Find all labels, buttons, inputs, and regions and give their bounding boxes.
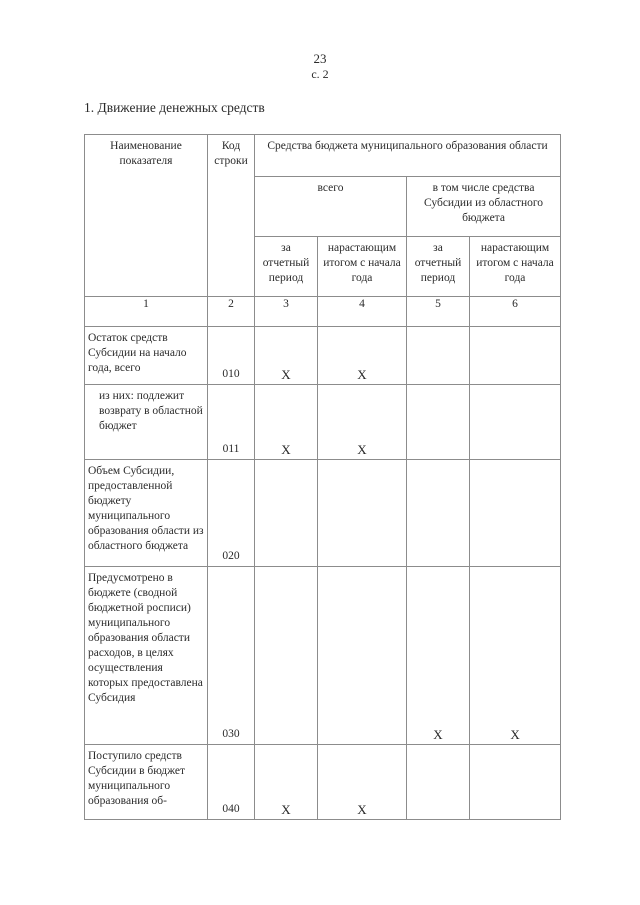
table-row (85, 327, 561, 385)
row-code: 010 (208, 327, 255, 385)
cell-subsidy-cumulative (470, 327, 561, 385)
cash-flow-table (84, 134, 561, 820)
row-code: 040 (208, 745, 255, 820)
cell-total-cumulative (318, 567, 407, 745)
cell-subsidy-cumulative (470, 385, 561, 460)
cell-subsidy-cumulative (470, 745, 561, 820)
cell-subsidy-period (407, 460, 470, 567)
cell-total-period (255, 567, 318, 745)
row-code: 020 (208, 460, 255, 567)
header-including-subsidy: в том числе средства Субсидии из областного бюджета (407, 177, 561, 237)
column-number: 2 (208, 297, 255, 327)
column-number: 4 (318, 297, 407, 327)
header-total-cumulative: нарастающим итогом с начала года (318, 237, 407, 297)
column-number: 1 (85, 297, 208, 327)
column-number: 3 (255, 297, 318, 327)
cell-total-period: Х (255, 385, 318, 460)
cell-total-cumulative: Х (318, 327, 407, 385)
row-name: Остаток средств Субсидии на начало года, всего (85, 327, 208, 385)
header-budget-funds: Средства бюджета муниципального образования области (255, 135, 561, 177)
cell-total-cumulative: Х (318, 745, 407, 820)
header-total: всего (255, 177, 407, 237)
cell-subsidy-period (407, 327, 470, 385)
table-row (85, 460, 561, 567)
table-row (85, 385, 561, 460)
cell-total-period: Х (255, 745, 318, 820)
cell-subsidy-cumulative: Х (470, 567, 561, 745)
cell-total-period (255, 460, 318, 567)
header-total-period: за отчетный период (255, 237, 318, 297)
row-name: Предусмотрено в бюджете (сводной бюджетной росписи) муниципального образования области расходов, в целях осуществления которых предоставлена Субсидия (85, 567, 208, 745)
cell-total-period: Х (255, 327, 318, 385)
row-name: Объем Субсидии, предоставленной бюджету муниципального образования области из областного бюджета (85, 460, 208, 567)
row-name: из них: подлежит возврату в областной бюджет (85, 385, 208, 460)
column-numbers-row (85, 297, 561, 327)
cell-total-cumulative (318, 460, 407, 567)
header-subsidy-cumulative: нарастающим итогом с начала года (470, 237, 561, 297)
row-name: Поступило средств Субсидии в бюджет муниципального образования об- (85, 745, 208, 820)
column-number: 6 (470, 297, 561, 327)
row-code: 011 (208, 385, 255, 460)
page-number: 23 (313, 51, 327, 66)
table-row (85, 567, 561, 745)
header-code: Код строки (208, 135, 255, 297)
cell-subsidy-period (407, 385, 470, 460)
page-continuation: с. 2 (311, 67, 329, 81)
header-name: Наименование показателя (85, 135, 208, 297)
cell-total-cumulative: Х (318, 385, 407, 460)
row-code: 030 (208, 567, 255, 745)
table-row (85, 745, 561, 820)
cell-subsidy-cumulative (470, 460, 561, 567)
header-subsidy-period: за отчетный период (407, 237, 470, 297)
column-number: 5 (407, 297, 470, 327)
cell-subsidy-period: Х (407, 567, 470, 745)
cell-subsidy-period (407, 745, 470, 820)
section-title: 1. Движение денежных средств (84, 100, 265, 115)
